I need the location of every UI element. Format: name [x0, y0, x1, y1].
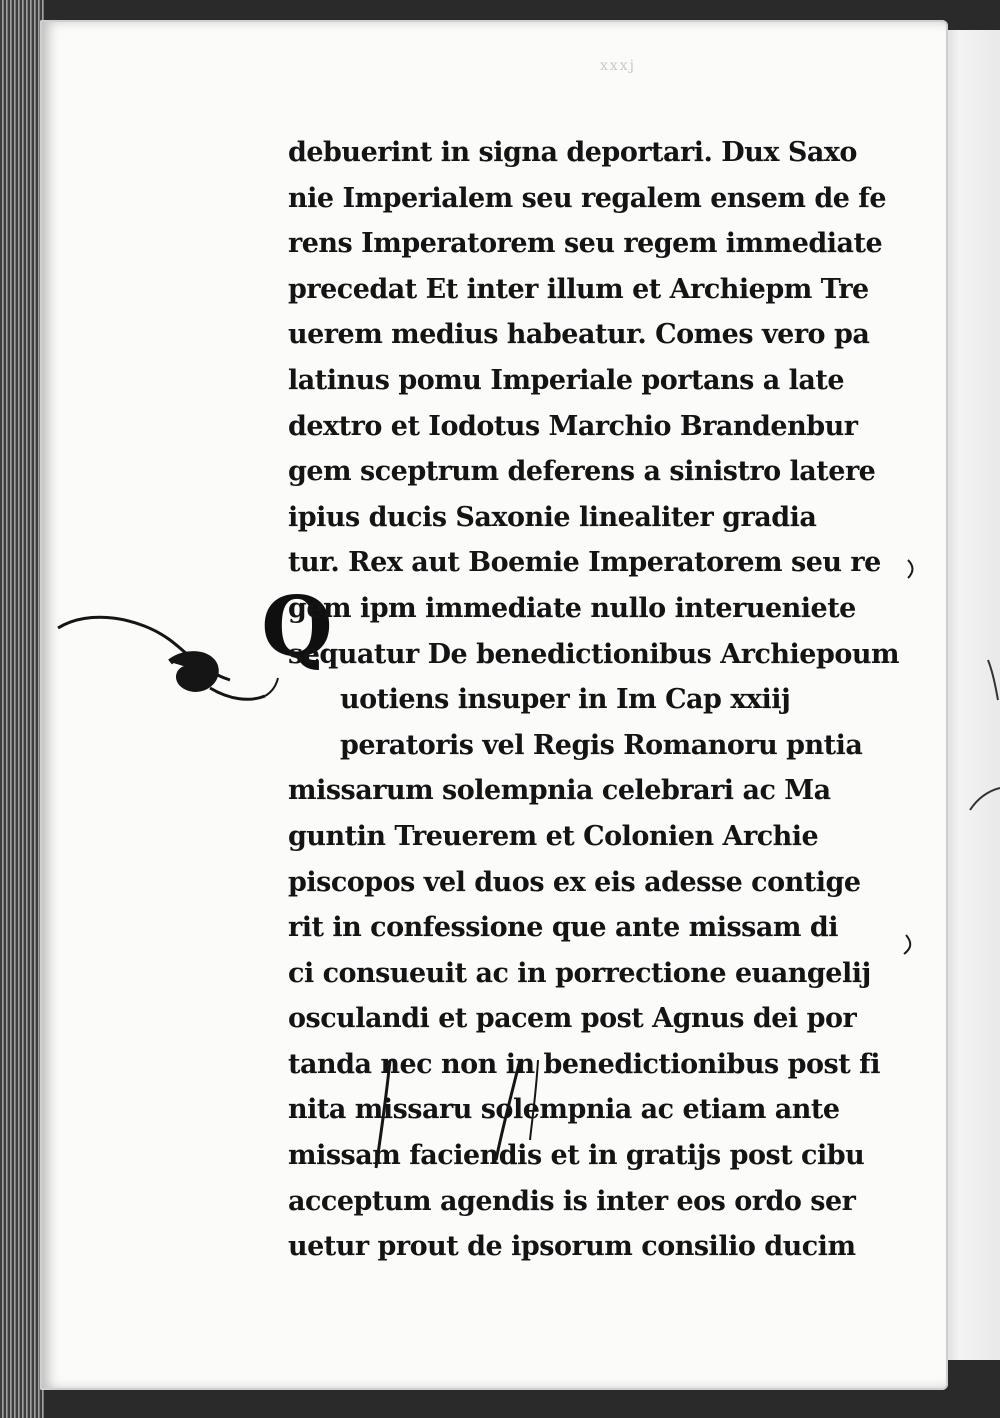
text-line: debuerint in signa deportari. Dux Saxo: [288, 137, 857, 168]
initial-flourish-ornament: [50, 600, 280, 710]
text-line: uerem medius habeatur. Comes vero pa: [288, 319, 870, 351]
book-binding: [0, 0, 44, 1418]
text-line: uotiens insuper in Im Cap xxiij: [340, 684, 791, 716]
text-line: rit in confessione que ante missam di: [288, 912, 838, 944]
text-line: dextro et Iodotus Marchio Brandenbur: [288, 410, 858, 442]
text-line: latinus pomu Imperiale portans a late: [288, 364, 845, 396]
text-line: nie Imperialem seu regalem ensem de fe: [288, 182, 887, 214]
text-line: guntin Treuerem et Colonien Archie: [288, 820, 819, 852]
text-line: piscopos vel duos ex eis adesse contige: [288, 866, 861, 898]
descender-strokes: [360, 1060, 560, 1170]
text-line: rens Imperatorem seu regem immediate: [288, 228, 883, 260]
text-line: gem sceptrum deferens a sinistro latere: [288, 456, 876, 488]
text-line: peratoris vel Regis Romanoru pntia: [340, 729, 863, 761]
text-line: missam faciendis et in gratijs post cibu: [288, 1140, 865, 1172]
folio-number: xxxj: [599, 58, 637, 74]
text-line: tur. Rex aut Boemie Imperatorem seu re: [288, 547, 881, 579]
text-line: ipius ducis Saxonie linealiter gradia: [288, 501, 817, 533]
text-line: tanda nec non in benedictionibus post fi: [288, 1048, 880, 1080]
text-line: ci consueuit ac in porrectione euangelij: [288, 957, 871, 989]
text-line: sequatur De benedictionibus Archiepoum: [288, 638, 900, 670]
text-line: precedat Et inter illum et Archiepm Tre: [288, 273, 869, 305]
text-line: nita missaru solempnia ac etiam ante: [288, 1094, 840, 1126]
text-line: uetur prout de ipsorum consilio ducim: [288, 1231, 856, 1263]
text-line: acceptum agendis is inter eos ordo ser: [288, 1185, 856, 1217]
text-line: osculandi et pacem post Agnus dei por: [288, 1003, 857, 1035]
text-line: gem ipm immediate nullo interueniete: [288, 592, 856, 624]
decorated-initial-letter: Q: [261, 579, 333, 675]
margin-marks: [900, 540, 1000, 960]
text-line: missarum solempnia celebrari ac Ma: [288, 775, 831, 807]
